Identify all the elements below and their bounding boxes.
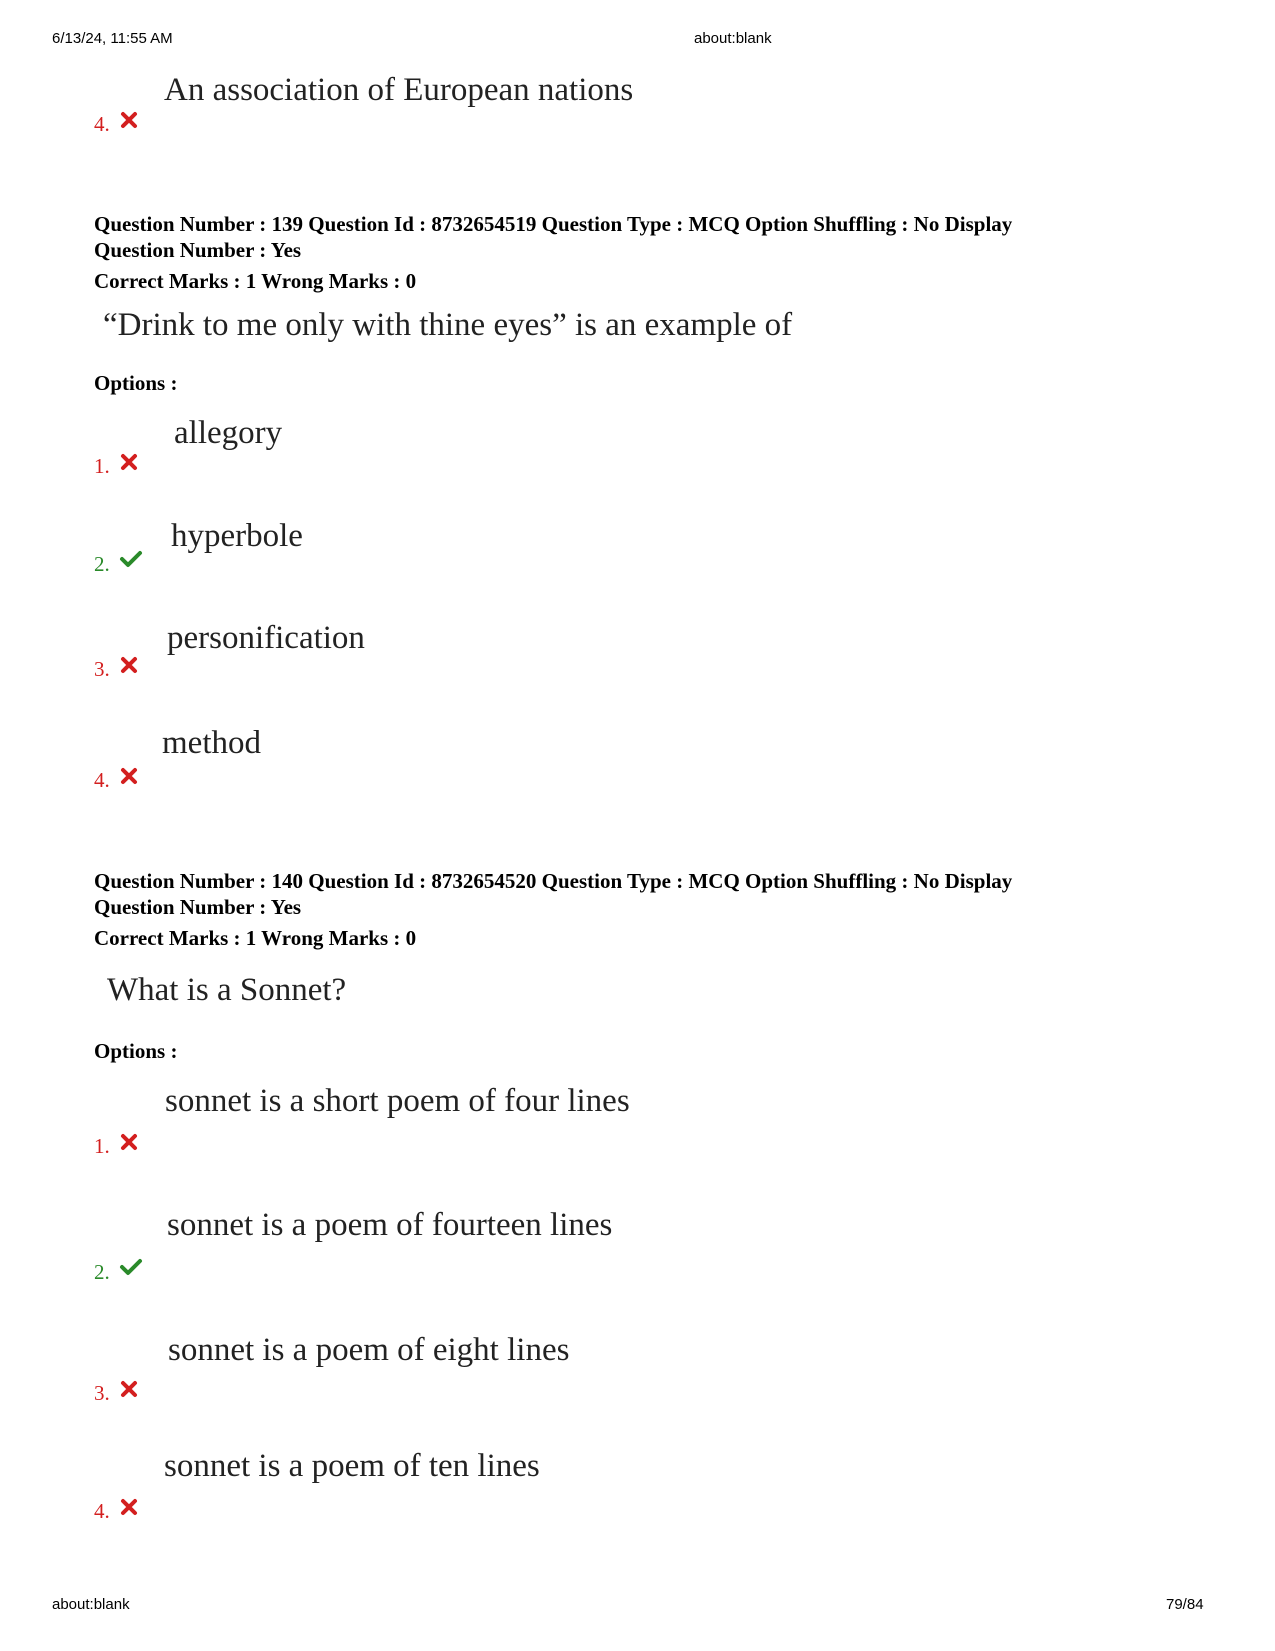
options-label: Options : bbox=[94, 371, 178, 395]
question-marks: Correct Marks : 1 Wrong Marks : 0 bbox=[94, 926, 417, 950]
wrong-cross-icon bbox=[119, 1379, 139, 1399]
question-marks: Correct Marks : 1 Wrong Marks : 0 bbox=[94, 269, 417, 293]
page-number: 79/84 bbox=[1166, 1596, 1204, 1613]
wrong-cross-icon bbox=[119, 1132, 139, 1152]
option-number: 4. bbox=[94, 112, 110, 136]
option-number: 3. bbox=[94, 1381, 110, 1405]
option-text: allegory bbox=[174, 415, 283, 451]
option-text: personification bbox=[167, 620, 365, 656]
correct-check-icon bbox=[119, 1257, 143, 1277]
wrong-cross-icon bbox=[119, 655, 139, 675]
question-text: What is a Sonnet? bbox=[107, 972, 347, 1008]
option-number: 3. bbox=[94, 657, 110, 681]
correct-check-icon bbox=[119, 549, 143, 569]
option-number: 4. bbox=[94, 768, 110, 792]
wrong-cross-icon bbox=[119, 110, 139, 130]
question-meta bbox=[94, 211, 1234, 263]
option-text: sonnet is a poem of fourteen lines bbox=[167, 1207, 613, 1243]
question-meta bbox=[94, 868, 1234, 920]
option-number: 1. bbox=[94, 454, 110, 478]
wrong-cross-icon bbox=[119, 1497, 139, 1517]
option-number: 2. bbox=[94, 552, 110, 576]
option-text: sonnet is a poem of eight lines bbox=[168, 1332, 570, 1368]
question-text: “Drink to me only with thine eyes” is an example of bbox=[103, 307, 793, 343]
print-url-header: about:blank bbox=[694, 30, 772, 47]
wrong-cross-icon bbox=[119, 766, 139, 786]
option-text: sonnet is a short poem of four lines bbox=[165, 1083, 630, 1119]
option-number: 4. bbox=[94, 1499, 110, 1523]
print-url-footer: about:blank bbox=[52, 1596, 130, 1613]
question-meta-line2: Question Number : Yes bbox=[94, 238, 302, 262]
wrong-cross-icon bbox=[119, 452, 139, 472]
option-text: hyperbole bbox=[171, 518, 303, 554]
option-text: method bbox=[162, 725, 261, 761]
print-datetime: 6/13/24, 11:55 AM bbox=[52, 30, 173, 47]
question-meta-line2: Question Number : Yes bbox=[94, 895, 302, 919]
option-text: sonnet is a poem of ten lines bbox=[164, 1448, 540, 1484]
question-meta-line1: Question Number : 139 Question Id : 8732654519 Question Type : MCQ Option Shuffling : No Display bbox=[94, 212, 1013, 236]
option-number: 1. bbox=[94, 1134, 110, 1158]
options-label: Options : bbox=[94, 1039, 178, 1063]
question-meta-line1: Question Number : 140 Question Id : 8732654520 Question Type : MCQ Option Shuffling : No Display bbox=[94, 869, 1013, 893]
option-text: An association of European nations bbox=[164, 72, 634, 108]
option-number: 2. bbox=[94, 1260, 110, 1284]
